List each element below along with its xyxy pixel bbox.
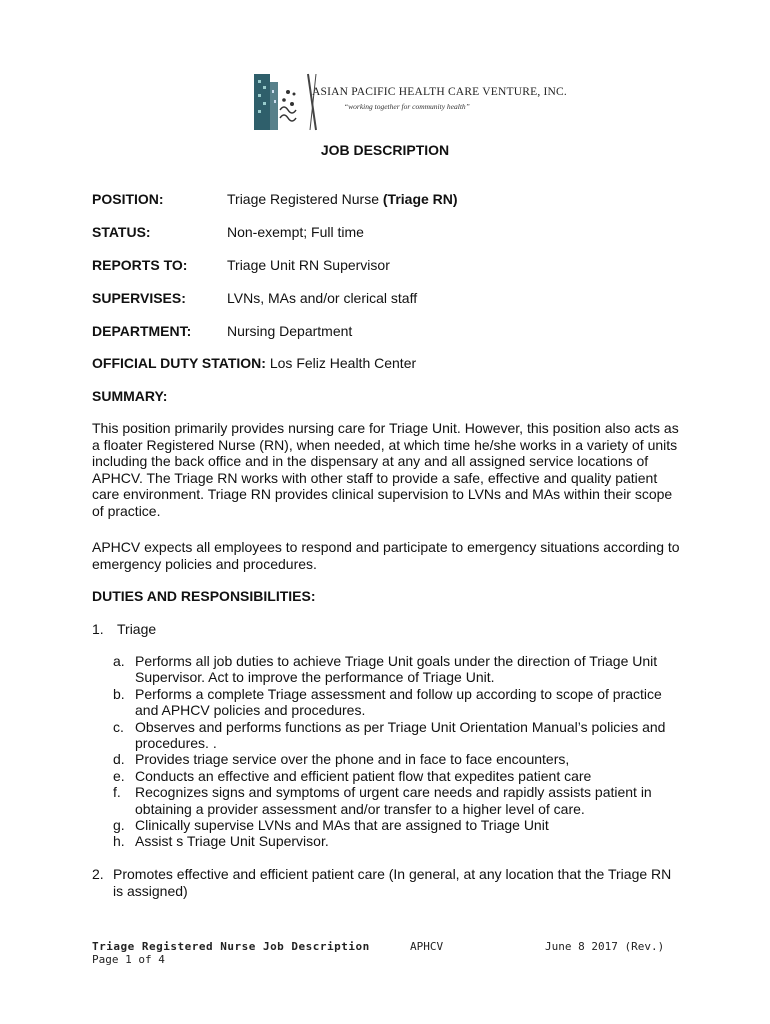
summary-paragraph-2: APHCV expects all employees to respond and participate to emergency situations according to emergency policies and procedures. <box>92 539 680 572</box>
field-label: DEPARTMENT: <box>92 323 192 339</box>
duties-heading: DUTIES AND RESPONSIBILITIES: <box>92 588 316 604</box>
list-letter: a. <box>113 653 125 669</box>
duty-item-2 <box>92 866 682 899</box>
company-logo <box>252 70 567 134</box>
summary-paragraph-1: This position primarily provides nursing care for Triage Unit. However, this position also acts as a floater Registered Nurse (RN), when needed, at which time he/she works in a variety of units including the back office and in the dispensary at any and all assigned service locations of APHCV. The Triage RN works with other staff to provide a safe, effective and quality patient care environment. Triage RN provides clinical supervision to LVNs and MAs within their scope of practice. <box>92 420 679 519</box>
logo-graphic <box>252 70 324 132</box>
official-duty-station <box>92 355 416 371</box>
list-letter: c. <box>113 718 124 735</box>
footer-date: June 8 2017 (Rev.) <box>545 940 665 953</box>
list-item-text: Performs a complete Triage assessment and follow up according to scope of practice and APHCV policies and procedures. <box>135 685 662 719</box>
list-item-title: Triage <box>117 621 157 637</box>
field-label: SUPERVISES: <box>92 290 186 306</box>
list-item-text: Provides triage service over the phone and in face to face encounters, <box>135 751 570 768</box>
field-value-bold: (Triage RN) <box>382 191 458 207</box>
document-title: JOB DESCRIPTION <box>320 142 450 158</box>
logo-company-name: ASIAN PACIFIC HEALTH CARE VENTURE, INC. <box>312 86 567 98</box>
field-label: REPORTS TO: <box>92 257 188 273</box>
field-value: Triage Unit RN Supervisor <box>227 257 390 273</box>
list-item <box>113 833 673 849</box>
field-label: STATUS: <box>92 224 151 240</box>
list-number: 2. <box>92 866 104 882</box>
list-item-text: Assist s Triage Unit Supervisor. <box>135 833 329 850</box>
footer-org: APHCV <box>410 940 444 953</box>
summary-heading: SUMMARY: <box>92 388 168 404</box>
list-item <box>113 751 673 767</box>
list-letter: g. <box>113 817 125 834</box>
logo-tagline: “working together for community health” <box>344 102 470 111</box>
field-value <box>227 191 458 207</box>
footer-title: Triage Registered Nurse Job Description <box>92 940 370 953</box>
triage-subitems <box>113 653 673 850</box>
list-number: 1. <box>92 621 104 637</box>
list-item-text: Promotes effective and efficient patient care (In general, at any location that the Triage RN is assigned) <box>113 866 672 899</box>
field-label: POSITION: <box>92 191 164 207</box>
field-value-text: Triage Registered Nurse <box>227 191 383 207</box>
footer-left <box>92 940 370 966</box>
list-item-text: Recognizes signs and symptoms of urgent care needs and rapidly assists patient in obtaining a provider assessment and/or transfer to a higher level of care. <box>135 784 652 817</box>
list-letter: e. <box>113 767 125 784</box>
list-item-text: Performs all job duties to achieve Triage Unit goals under the direction of Triage Unit Supervisor. Act to improve the performance of Triage Unit. <box>135 653 658 686</box>
duty-station-label: OFFICIAL DUTY STATION: <box>92 355 266 371</box>
list-item <box>113 719 673 752</box>
list-letter: h. <box>113 833 125 850</box>
list-item <box>113 817 673 833</box>
list-item <box>113 768 673 784</box>
footer-page-number: Page 1 of 4 <box>92 953 165 966</box>
list-item <box>113 686 673 719</box>
field-value: Non-exempt; Full time <box>227 224 364 240</box>
list-letter: d. <box>113 751 125 768</box>
field-value: Nursing Department <box>227 323 353 339</box>
list-letter: b. <box>113 685 125 702</box>
list-item <box>113 653 673 686</box>
list-item-text: Conducts an effective and efficient patient flow that expedites patient care <box>135 767 592 784</box>
list-item <box>113 784 673 817</box>
list-item-text: Clinically supervise LVNs and MAs that are assigned to Triage Unit <box>135 817 549 834</box>
list-item-text: Observes and performs functions as per Triage Unit Orientation Manual’s policies and procedures. . <box>135 718 666 752</box>
list-letter: f. <box>113 784 121 801</box>
field-value: LVNs, MAs and/or clerical staff <box>227 290 418 306</box>
duty-station-value: Los Feliz Health Center <box>265 355 417 371</box>
